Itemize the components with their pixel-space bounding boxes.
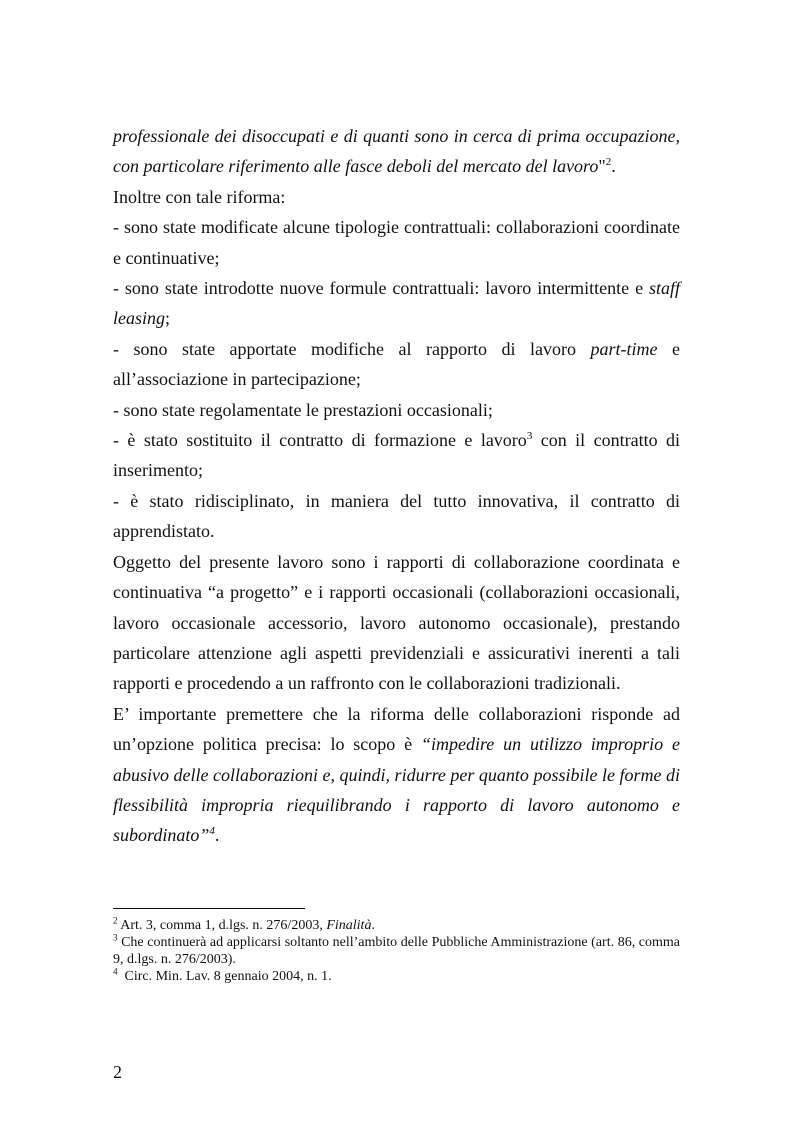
footnote-ref-2[interactable]: 2 [605,156,612,169]
list-item-5-text: - è stato sostituito il contratto di formazione e lavoro [113,430,527,451]
footnote-4-text: Circ. Min. Lav. 8 gennaio 2004, n. 1. [117,969,332,984]
footnote-3 [113,934,680,968]
footnote-ref-4-number: 4 [209,825,215,838]
list-item-6: - è stato ridisciplinato, in maniera del tutto innovativa, il contratto di apprendistato. [113,490,680,542]
list-item-3-text: - sono state apportate modifiche al rapporto di lavoro [113,338,591,359]
footnote-2-end: . [371,918,375,933]
list-item-3-end: e all’associazione in partecipazione; [113,338,680,390]
footnote-3-number: 3 [113,932,118,943]
footnote-separator [113,908,305,909]
list-item-5-end: con il contratto di inserimento; [113,430,681,481]
body-text [113,121,680,851]
footnote-4 [113,968,680,985]
footnote-4-number: 4 [113,966,118,977]
footnote-2-text: Art. 3, comma 1, d.lgs. n. 276/2003, [117,918,327,933]
footnote-2-number: 2 [113,915,118,926]
footnote-ref-3[interactable]: 3 [526,430,533,443]
paragraph-4-end: . [214,825,220,846]
list-item-2-italic: staff leasing [113,278,680,329]
paragraph-3: Oggetto del presente lavoro sono i rapporti di collaborazione coordinata e continuativa “a progetto” e i rapporti occasionali (collaborazioni occasionali, lavoro occasionale accessorio, lavoro autonomo occasionale), prestando particolare attenzione agli aspetti previdenziali e assicurativi inerenti a tali rapporti e procedendo a un raffronto con le collaborazioni tradizionali. [113,551,680,694]
footnotes [113,908,680,985]
closing-quote: " [598,156,606,177]
list-item-3 [113,334,680,395]
list-item-5 [113,425,680,486]
list-item-1: - sono state modificate alcune tipologie contrattuali: collaborazioni coordinate e continuative; [113,217,680,268]
paragraph-1-end: . [611,156,616,177]
footnote-2 [113,917,680,934]
paragraph-4-quote: “impedire un utilizzo improprio e abusivo delle collaborazioni e, quindi, ridurre per quanto possibile le forme di flessibilità impropria riequilibrando i rapporto di lavoro autonomo e subordinato” [113,734,680,846]
list-item-3-italic: part-time [590,338,658,359]
paragraph-4 [113,699,680,851]
footnote-3-text: Che continuerà ad applicarsi soltanto nell’ambito delle Pubbliche Amministrazione (art. 86, comma 9, d.lgs. n. 276/2003). [113,935,680,967]
paragraph-1-italic: professionale dei disoccupati e di quanti sono in cerca di prima occupazione, con particolare riferimento alle fasce deboli del mercato del lavoro [113,126,680,177]
list-item-2 [113,273,680,334]
paragraph-2: Inoltre con tale riforma: [113,186,286,207]
list-item-2-text: - sono state introdotte nuove formule contrattuali: lavoro intermittente e [113,278,649,299]
list-item-4: - sono state regolamentate le prestazioni occasionali; [113,399,493,420]
paragraph-1 [113,121,680,182]
page-number: 2 [113,1062,122,1082]
paragraph-4-text: E’ importante premettere che la riforma delle collaborazioni risponde ad un’opzione politica precisa: lo scopo è [113,703,680,755]
footnote-2-italic: Finalità [326,918,372,933]
list-item-2-end: ; [165,308,171,329]
